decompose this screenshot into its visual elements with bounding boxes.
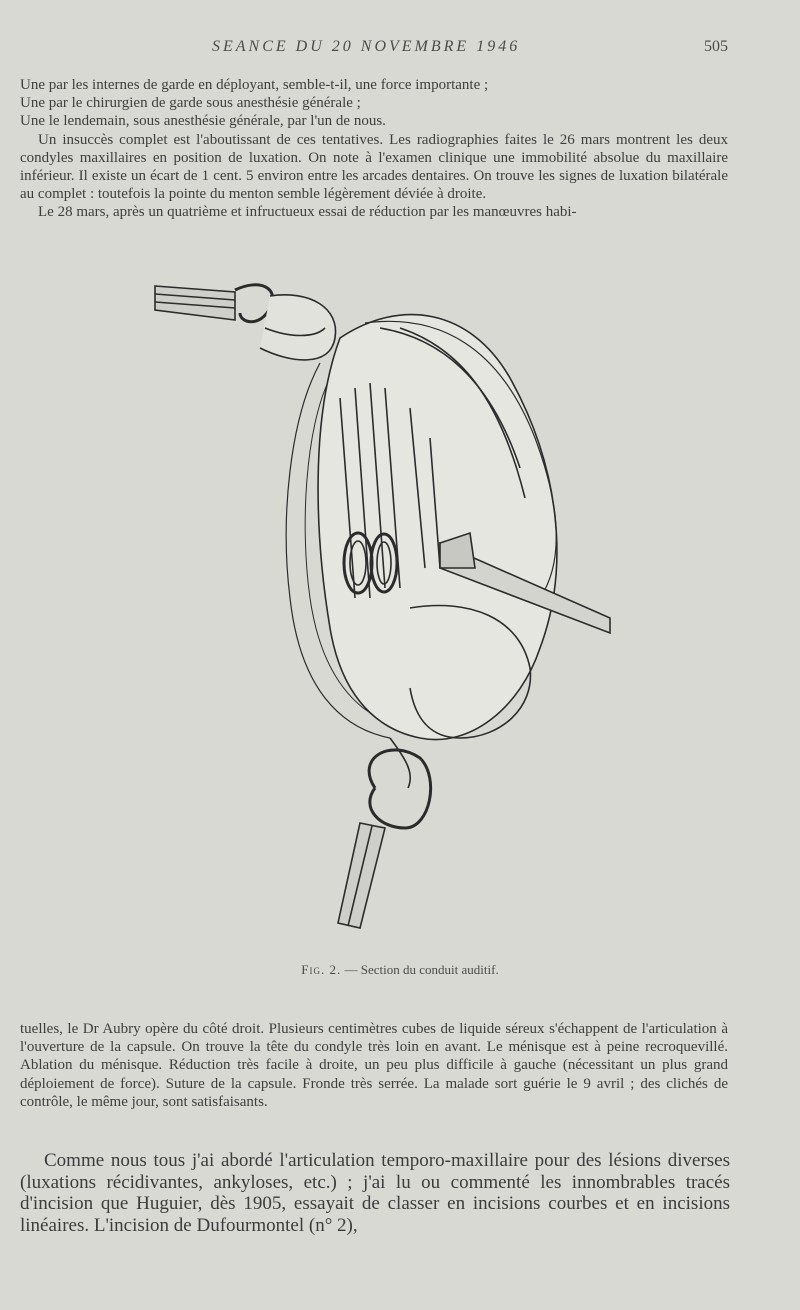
figure-label: Fig. 2. [301, 962, 342, 977]
figure-caption-text: — Section du conduit auditif. [341, 962, 499, 977]
list-line-2: Une par le chirurgien de garde sous anesthésie générale ; [20, 95, 361, 112]
middle-text-block [20, 1020, 728, 1111]
paragraph-incisions: Comme nous tous j'ai abordé l'articulation temporo-maxillaire pour des lésions diverses (luxations récidivantes, ankyloses, etc.) ; j'ai lu ou commenté les innombrables tracés d'incision que Huguier, dès 1905, essayait de classer en incisions courbes et en incisions linéaires. L'incision de Dufourmontel (n° 2), [20, 1150, 730, 1236]
main-text-block [20, 1150, 730, 1236]
running-title: SEANCE DU 20 NOVEMBRE 1946 [212, 38, 521, 55]
figure-caption [0, 962, 800, 978]
page-header [0, 38, 800, 58]
page-number: 505 [704, 38, 728, 55]
list-line-3: Une le lendemain, sous anesthésie générale, par l'un de nous. [20, 113, 386, 130]
paragraph-operation: tuelles, le Dr Aubry opère du côté droit. Plusieurs centimètres cubes de liquide séreux s'échappent de l'articulation à l'ouverture de la capsule. On trouve la tête du condyle très loin en avant. Le ménisque est à peine recroquevillé. Ablation du ménisque. Réduction très facile à droite, un peu plus difficile à gauche (nécessitant un plus grand déploiement de force). Suture de la capsule. Fronde très serrée. La malade sort guérie le 9 avril ; des clichés de contrôle, le même jour, sont satisfaisants. [20, 1021, 728, 1110]
list-line-1: Une par les internes de garde en déployant, semble-t-il, une force importante ; [20, 77, 489, 93]
surgical-illustration [140, 268, 620, 948]
top-text-block [20, 76, 728, 222]
paragraph-radiographies: Un insuccès complet est l'aboutissant de ces tentatives. Les radiographies faites le 26 mars montrent les deux condyles maxillaires en position de luxation. On note à l'examen clinique une immobilité absolue du maxillaire inférieur. Il existe un écart de 1 cent. 5 environ entre les arcades dentaires. On trouve les signes de luxation bilatérale au complet : toutefois la pointe du menton semble légèrement déviée à droite. [20, 131, 728, 203]
paragraph-28-mars: Le 28 mars, après un quatrième et infructueux essai de réduction par les manœuvres habi- [38, 204, 577, 221]
